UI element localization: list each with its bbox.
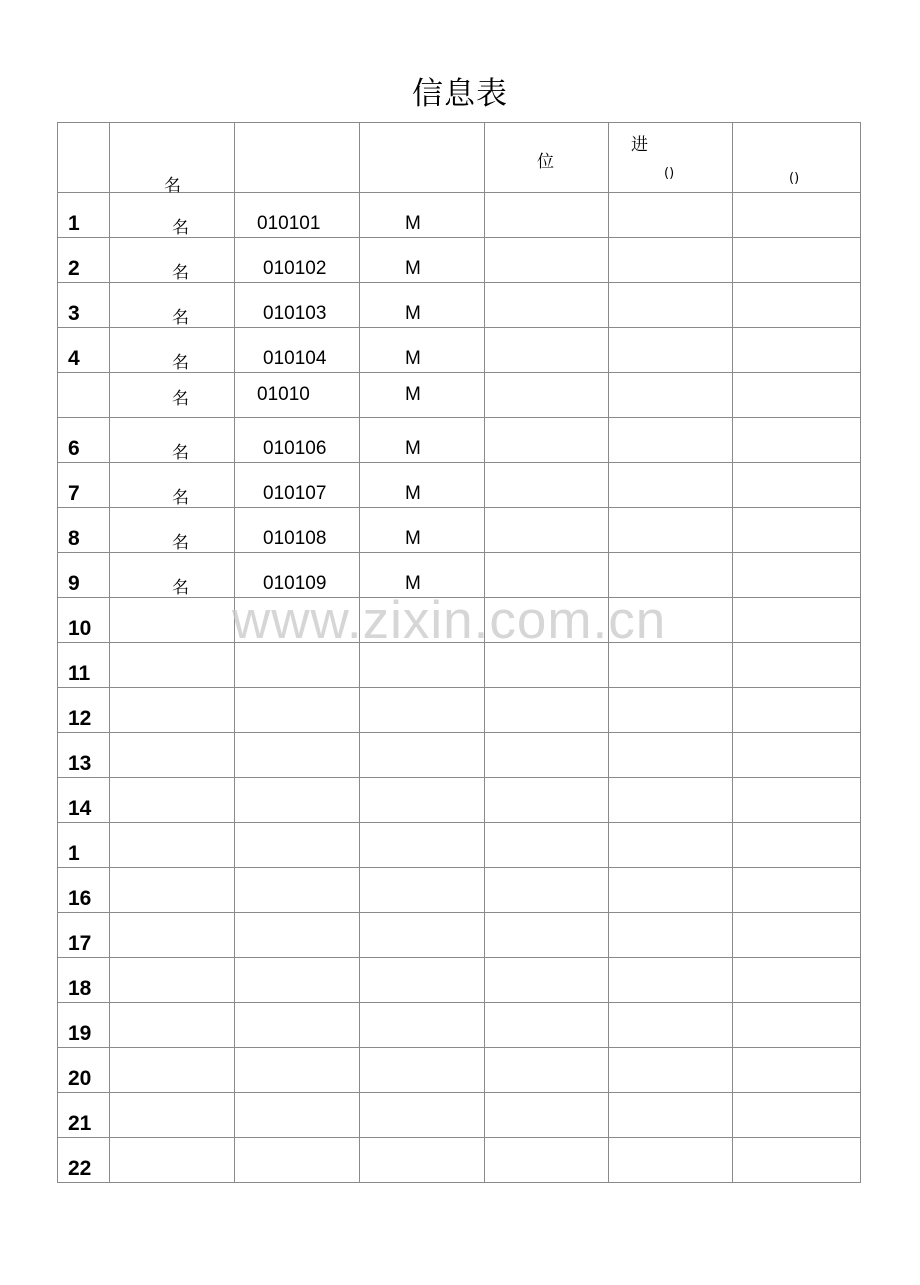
row-number: 17	[68, 932, 92, 955]
row-name: 名	[172, 353, 189, 373]
table-cell	[110, 1048, 235, 1093]
row-gender: M	[405, 258, 421, 279]
table-row	[58, 463, 861, 508]
table-row	[58, 868, 861, 913]
row-name: 名	[172, 389, 189, 409]
table-cell	[58, 1093, 110, 1138]
table-cell	[235, 958, 360, 1003]
row-number: 3	[68, 302, 80, 325]
table-cell	[110, 373, 235, 418]
table-cell	[360, 238, 485, 283]
table-cell	[733, 283, 861, 328]
table-cell	[360, 823, 485, 868]
table-cell	[235, 238, 360, 283]
table-cell	[733, 328, 861, 373]
table-cell	[110, 508, 235, 553]
row-code: 010109	[263, 573, 327, 594]
table-cell	[360, 193, 485, 238]
table-cell	[110, 643, 235, 688]
table-cell	[733, 958, 861, 1003]
table-cell	[110, 733, 235, 778]
table-cell	[733, 238, 861, 283]
table-cell	[110, 1138, 235, 1183]
table-cell	[58, 913, 110, 958]
table-row	[58, 1093, 861, 1138]
table-row	[58, 1138, 861, 1183]
row-name: 名	[172, 218, 189, 238]
table-cell	[485, 418, 609, 463]
table-cell	[609, 1003, 733, 1048]
row-number: 22	[68, 1157, 92, 1180]
header-cell-name	[110, 123, 235, 196]
row-gender: M	[405, 483, 421, 504]
table-cell	[58, 958, 110, 1003]
table-row	[58, 913, 861, 958]
table-cell	[110, 598, 235, 643]
table-cell	[58, 868, 110, 913]
table-cell	[235, 508, 360, 553]
table-cell	[733, 373, 861, 418]
table-cell	[485, 463, 609, 508]
table-cell	[235, 328, 360, 373]
row-name: 名	[172, 488, 189, 508]
table-cell	[733, 508, 861, 553]
table-cell	[609, 238, 733, 283]
table-cell	[733, 193, 861, 238]
row-number: 2	[68, 257, 80, 280]
table-cell	[733, 913, 861, 958]
table-cell	[485, 508, 609, 553]
table-cell	[110, 553, 235, 598]
table-cell	[733, 1138, 861, 1183]
table-cell	[733, 643, 861, 688]
table-row	[58, 508, 861, 553]
table-cell	[733, 1003, 861, 1048]
table-cell	[609, 643, 733, 688]
table-cell	[360, 508, 485, 553]
table-row	[58, 643, 861, 688]
info-table	[57, 122, 861, 1183]
table-row	[58, 238, 861, 283]
table-cell	[235, 913, 360, 958]
row-number: 16	[68, 887, 92, 910]
row-number: 4	[68, 347, 80, 370]
table-cell	[609, 1138, 733, 1183]
table-row	[58, 1048, 861, 1093]
header-name-label: 名	[164, 176, 181, 196]
table-cell	[360, 913, 485, 958]
table-cell	[360, 1093, 485, 1138]
table-cell	[58, 643, 110, 688]
table-row	[58, 958, 861, 1003]
table-cell	[485, 373, 609, 418]
table-cell	[58, 418, 110, 463]
table-cell	[609, 778, 733, 823]
table-cell	[110, 1003, 235, 1048]
table-cell	[485, 958, 609, 1003]
table-cell	[360, 688, 485, 733]
table-cell	[733, 733, 861, 778]
table-cell	[609, 823, 733, 868]
row-number: 9	[68, 572, 80, 595]
table-cell	[485, 688, 609, 733]
table-cell	[58, 283, 110, 328]
table-cell	[235, 553, 360, 598]
table-cell	[58, 463, 110, 508]
row-name: 名	[172, 263, 189, 283]
table-cell	[110, 688, 235, 733]
row-gender: M	[405, 573, 421, 594]
table-cell	[235, 733, 360, 778]
table-cell	[235, 1093, 360, 1138]
table-cell	[485, 913, 609, 958]
table-cell	[609, 958, 733, 1003]
row-code: 010107	[263, 483, 327, 504]
row-number: 6	[68, 437, 80, 460]
table-cell	[110, 778, 235, 823]
table-cell	[110, 418, 235, 463]
table-cell	[360, 598, 485, 643]
row-gender: M	[405, 438, 421, 459]
table-cell	[733, 463, 861, 508]
row-number: 21	[68, 1112, 92, 1135]
table-cell	[485, 868, 609, 913]
table-cell	[235, 598, 360, 643]
watermark: www.zixin.com.cn	[232, 591, 667, 650]
row-number: 14	[68, 797, 92, 820]
table-cell	[733, 823, 861, 868]
table-cell	[485, 1003, 609, 1048]
table-cell	[609, 193, 733, 238]
header-cell-gender	[360, 123, 485, 193]
table-header-row	[58, 123, 861, 193]
table-cell	[485, 238, 609, 283]
header-entry-unit: ()	[664, 166, 675, 181]
table-cell	[485, 643, 609, 688]
table-cell	[609, 553, 733, 598]
table-cell	[485, 283, 609, 328]
table-cell	[360, 1138, 485, 1183]
table-cell	[235, 643, 360, 688]
table-cell	[609, 373, 733, 418]
row-gender: M	[405, 528, 421, 549]
table-cell	[110, 913, 235, 958]
table-row	[58, 778, 861, 823]
table-row	[58, 1003, 861, 1048]
table-cell	[360, 958, 485, 1003]
table-cell	[58, 823, 110, 868]
table-cell	[360, 868, 485, 913]
table-row	[58, 373, 861, 418]
table-cell	[609, 463, 733, 508]
table-cell	[733, 868, 861, 913]
table-cell	[485, 823, 609, 868]
table-cell	[235, 1138, 360, 1183]
row-gender: M	[405, 303, 421, 324]
table-cell	[360, 373, 485, 418]
table-cell	[609, 868, 733, 913]
table-cell	[609, 598, 733, 643]
row-code: 010106	[263, 438, 327, 459]
row-gender: M	[405, 213, 421, 234]
header-cell-number	[58, 123, 110, 193]
table-cell	[609, 1048, 733, 1093]
table-cell	[58, 508, 110, 553]
table-cell	[235, 418, 360, 463]
row-number: 18	[68, 977, 92, 1000]
header-cell-entry	[609, 123, 733, 193]
table-cell	[609, 508, 733, 553]
table-cell	[58, 553, 110, 598]
row-number: 8	[68, 527, 80, 550]
table-cell	[733, 688, 861, 733]
table-row	[58, 598, 861, 643]
table-cell	[110, 958, 235, 1003]
table-cell	[360, 418, 485, 463]
table-cell	[733, 1048, 861, 1093]
table-cell	[360, 1003, 485, 1048]
header-entry-label: 进	[631, 135, 648, 155]
row-name: 名	[172, 443, 189, 463]
table-cell	[58, 328, 110, 373]
row-code: 010108	[263, 528, 327, 549]
table-cell	[58, 1048, 110, 1093]
table-cell	[235, 193, 360, 238]
row-code: 01010	[257, 384, 310, 405]
table-row	[58, 193, 861, 238]
table-cell	[360, 283, 485, 328]
table-cell	[58, 1003, 110, 1048]
row-code: 010101	[257, 213, 321, 234]
table-row	[58, 418, 861, 463]
table-cell	[110, 1093, 235, 1138]
table-cell	[485, 1138, 609, 1183]
header-last-unit: ()	[789, 171, 800, 186]
table-cell	[360, 1048, 485, 1093]
row-name: 名	[172, 308, 189, 328]
table-cell	[485, 193, 609, 238]
page-title: 信息表	[412, 76, 508, 112]
table-cell	[110, 283, 235, 328]
table-row	[58, 688, 861, 733]
row-name: 名	[172, 533, 189, 553]
table-cell	[609, 1093, 733, 1138]
row-number: 7	[68, 482, 80, 505]
table-cell	[110, 868, 235, 913]
row-name: 名	[172, 578, 189, 598]
row-number: 10	[68, 617, 92, 640]
table-row	[58, 283, 861, 328]
table-row	[58, 328, 861, 373]
table-cell	[110, 238, 235, 283]
header-cell-last	[733, 123, 861, 193]
table-cell	[609, 688, 733, 733]
table-cell	[58, 1138, 110, 1183]
table-cell	[58, 688, 110, 733]
row-number: 1	[68, 842, 80, 865]
table-cell	[360, 778, 485, 823]
header-cell-position	[485, 123, 609, 193]
table-cell	[733, 778, 861, 823]
table-row	[58, 733, 861, 778]
table-cell	[235, 463, 360, 508]
table-cell	[485, 598, 609, 643]
table-cell	[733, 418, 861, 463]
table-cell	[733, 553, 861, 598]
table-cell	[733, 598, 861, 643]
table-cell	[235, 778, 360, 823]
table-cell	[485, 1048, 609, 1093]
table-cell	[485, 778, 609, 823]
table-cell	[58, 373, 110, 418]
table-cell	[110, 463, 235, 508]
row-number: 13	[68, 752, 92, 775]
table-cell	[235, 688, 360, 733]
table-cell	[609, 328, 733, 373]
row-gender: M	[405, 384, 421, 405]
table-cell	[58, 238, 110, 283]
table-cell	[360, 643, 485, 688]
table-cell	[110, 193, 235, 238]
table-cell	[360, 463, 485, 508]
table-cell	[110, 823, 235, 868]
row-number: 1	[68, 212, 80, 235]
row-number: 20	[68, 1067, 92, 1090]
table-cell	[360, 733, 485, 778]
table-row	[58, 823, 861, 868]
table-cell	[360, 553, 485, 598]
row-number: 12	[68, 707, 92, 730]
header-position-label: 位	[537, 152, 554, 172]
row-gender: M	[405, 348, 421, 369]
table-cell	[235, 283, 360, 328]
table-cell	[360, 328, 485, 373]
table-cell	[733, 1093, 861, 1138]
table-cell	[485, 553, 609, 598]
table-cell	[609, 913, 733, 958]
table-cell	[485, 1093, 609, 1138]
table-cell	[235, 868, 360, 913]
table-cell	[485, 733, 609, 778]
table-cell	[235, 1003, 360, 1048]
table-cell	[609, 418, 733, 463]
header-cell-code	[235, 123, 360, 193]
row-number: 19	[68, 1022, 92, 1045]
table-row	[58, 553, 861, 598]
table-cell	[485, 328, 609, 373]
table-cell	[58, 193, 110, 238]
table-cell	[110, 328, 235, 373]
table-cell	[58, 778, 110, 823]
table-cell	[235, 823, 360, 868]
table-cell	[58, 733, 110, 778]
table-cell	[609, 283, 733, 328]
table-cell	[609, 733, 733, 778]
row-number: 11	[68, 662, 91, 685]
table-cell	[58, 598, 110, 643]
row-code: 010102	[263, 258, 327, 279]
row-code: 010104	[263, 348, 327, 369]
table-cell	[235, 373, 360, 418]
row-code: 010103	[263, 303, 327, 324]
table-cell	[235, 1048, 360, 1093]
